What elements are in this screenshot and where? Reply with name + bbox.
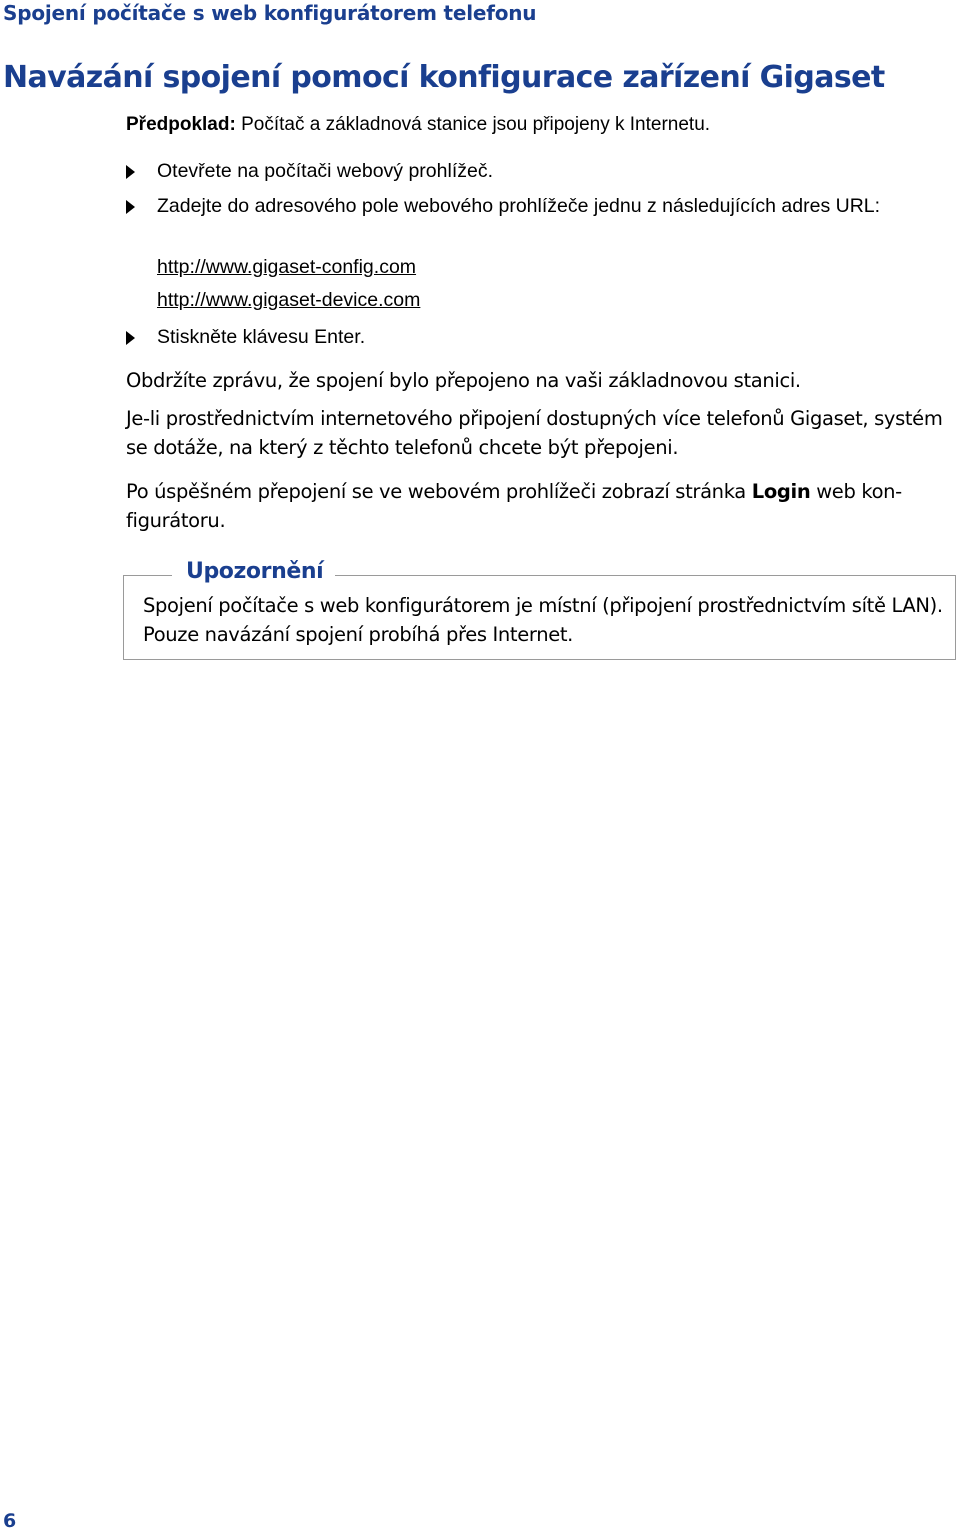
prerequisite-text: Počítač a základnová stanice jsou připojeny k Internetu.	[235, 114, 711, 135]
note-title: Upozornění	[186, 559, 335, 584]
step-arrow-icon	[126, 165, 135, 179]
step-arrow-icon	[126, 331, 135, 345]
step-press-enter	[126, 322, 946, 353]
step-open-browser	[126, 156, 946, 187]
note-box	[123, 559, 956, 660]
step-text: Zadejte do adresového pole webového prohlížeče jednu z následujících adres URL:	[157, 195, 881, 217]
prerequisite	[126, 114, 710, 136]
section-title: Navázání spojení pomocí konfigurace zařízení Gigaset	[3, 60, 885, 95]
paragraph-login-text-before: Po úspěšném přepojení se ve webovém prohlížeči zobrazí stránka	[126, 480, 752, 503]
note-border-gap	[172, 574, 186, 578]
note-text: Spojení počítače s web konfigurátorem je místní (připojení prostřednictvím sítě LAN). Pouze navázání spojení probíhá přes Internet.	[143, 594, 943, 646]
url-gigaset-config-link[interactable]: http://www.gigaset-config.com	[157, 256, 417, 278]
url-gigaset-device-link[interactable]: http://www.gigaset-device.com	[157, 289, 421, 311]
running-header: Spojení počítače s web konfigurátorem telefonu	[3, 1, 537, 25]
paragraph-login-text-after: web kon-figurátoru.	[126, 480, 902, 532]
login-term: Login	[751, 480, 811, 503]
step-text: Otevřete na počítači webový prohlížeč.	[157, 160, 494, 182]
step-arrow-icon	[126, 200, 135, 214]
paragraph-login-page	[126, 477, 952, 535]
paragraph-multiple-phones: Je-li prostřednictvím internetového připojení dostupných více telefonů Gigaset, systém se dotáže, na který z těchto telefonů chcete být přepojeni.	[126, 407, 943, 459]
step-text: Stiskněte klávesu Enter.	[157, 326, 366, 348]
page-number: 6	[3, 1510, 17, 1532]
paragraph-redirect-message: Obdržíte zprávu, že spojení bylo přepojeno na vaši základnovou stanici.	[126, 369, 801, 392]
step-enter-url	[126, 191, 952, 222]
prerequisite-label: Předpoklad:	[126, 114, 236, 135]
